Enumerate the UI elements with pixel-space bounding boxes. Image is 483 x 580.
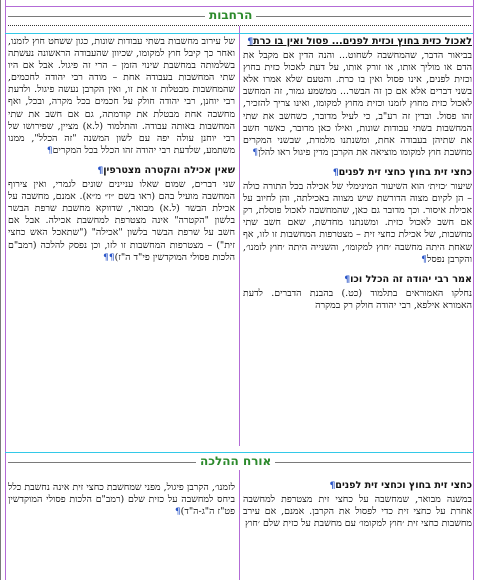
top-left-column: [8, 36, 235, 442]
subheading-text: כחצי זית בחוץ כחצי זית לפנים: [338, 166, 472, 178]
top-guide: [5, 6, 473, 7]
paragraph-text: של עירוב מחשבות בשתי עבודות שונות, כגון ששחט חוץ לזמנו, ואחר כך קיבל חוץ למקומו, שכיוון שהעבודה הראשונה נעשתה בשלמותה במחשבת שינוי הזמן – הרי זה פיגול. אבל אם היו שתי המחשבות בעבודה אחת – מודה רבי יהודה לחכמים, שהמחשבות מבטלות זו את זו, ואין הקרבן נעשה פיגול. ולדעת רבי יוחנן, רבי יהודה חולק על חכמים בכל מקרה, ובכל, ואף מחשבה אחת מבטלת את קודמתה, גם אם חשב את שתי המחשבות באותה עבודה. והתלמוד (ל.א) מציין, שפירושו של רבי יוחנן עולה יפה עם לשון המשנה "זה הכלל", ממנו משתמע, שלדעת רבי יהודה זהו הכלל בכל המקרים: [8, 36, 235, 156]
paragraph-mark-icon: ¶: [421, 254, 428, 265]
section-title-halacha: אורח ההלכה: [196, 454, 275, 468]
section-title-expansions: הרחבות: [205, 8, 256, 22]
bottom-right-column: [243, 480, 472, 578]
paragraph-mark-icon: ¶: [174, 507, 181, 518]
subheading-text: שאין אכילה והקטרה מצטרפין: [103, 164, 235, 176]
paragraph-mark-icon: ¶: [46, 145, 53, 156]
subheading: [243, 480, 472, 492]
subheading: [243, 274, 472, 286]
paragraph: [243, 288, 472, 312]
bottom-left-column: [8, 482, 235, 578]
subheading: [8, 165, 235, 177]
paragraph-mark-icon: ¶: [252, 147, 259, 158]
paragraph-text: במשנה מבואר, שמחשבה על כחצי זית מצטרפת למחשבה אחרת על כחצי זית כדי לפסול את הקרבן. אמנם, אם עירב מחשבות כחצי זית ׳חוץ למקומו׳ עם מחשבת על כזית שלם ׳חוץ: [243, 494, 472, 530]
paragraph: [8, 482, 235, 518]
paragraph-mark-icon: ¶: [329, 481, 336, 491]
paragraph: [8, 179, 235, 264]
paragraph-mark-icon: ¶: [247, 37, 254, 47]
paragraph: [243, 494, 472, 530]
column-guide-top: [239, 26, 240, 446]
paragraph: [243, 181, 472, 266]
paragraph-text: שני דברים, שמום שאלו עניינים שונים לגמרי, ואין צירוף המחשבה מועיל בהם (ראו בשם ״ז״ מ״א). אמנם, מחשבה על אכילת הבשר (ל.א) מבואר, שדווקא מחשבת שרפת הבשר בלשון "הקטרה" אינה מצטרפת למחשבת אכילה. אבל אם חשב על שרפת הבשר בלשון "אכילה" ("שתאכל האש כחצי זית") – מצטרפות המחשבות זו לזו, וכן נפסק להלכה (רמב"ם הלכות פסולי המוקדשין פי"ד ה"ז): [8, 179, 235, 263]
paragraph-text: לזמנו׳, הקרבן פיגול, מפני שמחשבת כחצי זית אינה נחשבת כלל ביחס למחשבה על כזית שלם (רמב"ם הלכות פסולי המוקדשין פט"ז ה"ג-ה"ד): [8, 482, 235, 518]
paragraph-mark-icon: ¶: [97, 165, 104, 176]
section-guide: [5, 452, 473, 453]
top-right-column: [243, 36, 472, 442]
paragraph: [243, 50, 472, 159]
subheading: [243, 167, 472, 179]
margin-guide-left: [5, 0, 6, 580]
paragraph-mark-icon: ¶¶: [103, 252, 115, 263]
subheading-text: אמר רבי יהודה זה הכלל וכו: [350, 273, 472, 285]
subheading-text: כחצי זית בחוץ וכחצי זית לפנים: [335, 480, 472, 491]
subheading-text: לאכול כזית בחוץ וכזית לפנים... פסול ואין בו כרת: [253, 36, 472, 47]
page-edge-line: [0, 0, 1, 580]
baseline-guide: [5, 33, 473, 34]
paragraph-text: נחלקו האמוראים בתלמוד (כט.) בהבנת הדברים. לדעת האמורא אילפא, רבי יהודה חולק רק במקרה: [243, 287, 472, 311]
column-guide-bottom: [239, 470, 240, 580]
subheading: [243, 36, 472, 48]
margin-guide-right: [473, 0, 474, 580]
paragraph: [8, 36, 235, 157]
paragraph-text: בביאור הדבר, שהמחשבה לשחוט... והנה הדין אם מקבל את הדם או מוליך אותו, או זורק אותו, על דעת לאכול כזית בחוץ וכזית לפנים, אינו פסול ואין בו כרת. והטעם שלא אמרו אלא בשני דברים אלא אם כן זה הבשר... ממשמע גמור, זה המחשב לאכול כזית מחוץ לזמנו וכזית מחוץ למקומו, ואינו צריך להזכיר, זהו פסול. ובדין זה רע"ב, כי לעיל מדובר, כשחשב את שתי המחשבות בשתי עבודות שונות, ואילו כאן מדובר, כאשר חשב את שתיהן בעבודה אחת, ומשנתנו מלמדת, שבשני המקרים מחשבת חוץ למקומו מוציאה את הקרבן מדין פיגול ראו להלן: [243, 50, 472, 158]
paragraph-mark-icon: ¶: [332, 167, 339, 178]
paragraph-mark-icon: ¶: [344, 274, 351, 285]
paragraph-text: שיעור ׳כזית׳ הוא השיעור המינימלי של אכילה בכל התורה כולה – הן לקיום מצוה הדורשת שיש מצווה באכילתה, והן לחיוב על אכילת איסור. וכך מדובר גם כאן, שהמחשבה לאכול פוסלת, רק אם חשב לאכול כזית. ומשנתנו מחדשת, שאם חשב שתי מחשבות, של אכילת כחצי זית – מצטרפות המחשבות זו לזו, אף שאחת היתה מחשבה ׳חוץ למקומו׳, והשנייה היתה ׳חוץ לזמנו׳, והקרבן נפסל: [243, 181, 472, 265]
dotted-rule-top: [8, 25, 471, 26]
